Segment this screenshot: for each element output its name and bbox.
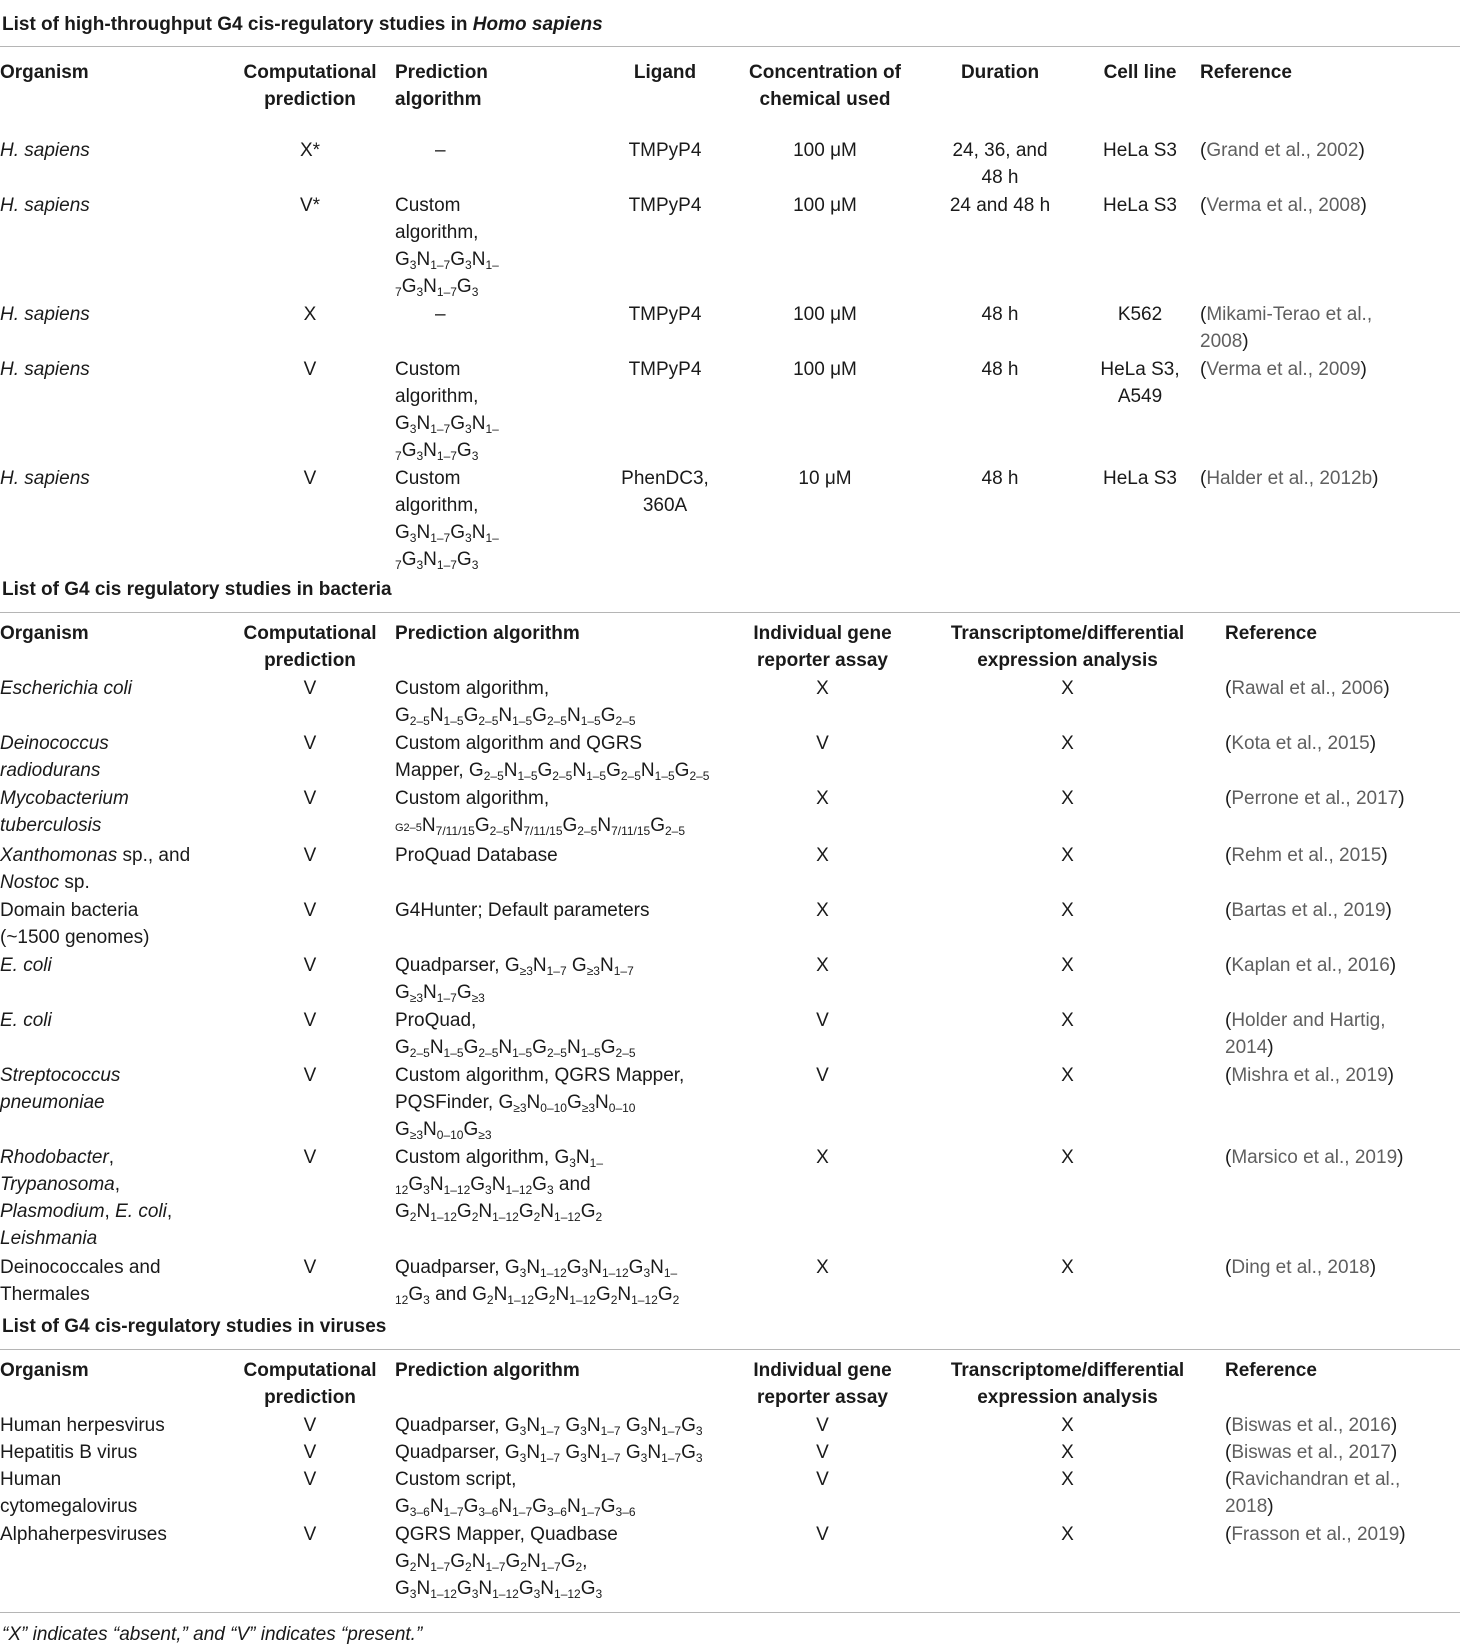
prediction-cell: V — [303, 1442, 317, 1463]
prediction-cell: V — [303, 955, 317, 976]
organism-cell: Rhodobacter, Trypanosoma, Plasmodium, E. coli, Leishmania — [0, 1147, 173, 1249]
table-footnote: “X” indicates “absent,” and “V” indicates “present.” — [2, 1624, 423, 1645]
table-row — [0, 465, 1460, 574]
algorithm-cell: Quadparser, $G_3N_{1-7}$ $G_3N_{1-7}$ $G_3N_{1-7}G_3$ — [395, 1442, 703, 1465]
transcriptome-cell: X — [1061, 678, 1074, 699]
reference-cell[interactable]: (Perrone et al., 2017) — [1225, 788, 1405, 809]
algorithm-cell: Quadparser, $G_{\ge 3}N_{1-7}$ $G_{\ge 3}N_{1-7}$ $G_{\ge 3}N_{1-7}G_{\ge 3}$ — [395, 955, 634, 1005]
table-row — [0, 1412, 1460, 1439]
reference-cell[interactable]: (Holder and Hartig, 2014) — [1225, 1010, 1386, 1058]
organism-cell: Human herpesvirus — [0, 1415, 165, 1436]
transcriptome-cell: X — [1061, 1442, 1074, 1463]
prediction-cell: V — [303, 1010, 317, 1031]
header-computational-prediction: Computational prediction — [243, 1360, 377, 1408]
algorithm-cell: QGRS Mapper, Quadbase $G_2N_{1-7}G_2N_{1-7}G_2N_{1-7}G_2$, $G_3N_{1-12}G_3N_{1-12}G_3N_{1-12}G_3$ — [395, 1524, 618, 1601]
concentration-cell: 10 μM — [798, 468, 852, 489]
cell-line-cell: HeLa S3 — [1103, 140, 1177, 161]
reporter-cell: X — [816, 845, 829, 866]
transcriptome-cell: X — [1061, 1415, 1074, 1436]
transcriptome-cell: X — [1061, 788, 1074, 809]
human-section-title — [2, 11, 603, 38]
reference-cell[interactable]: (Biswas et al., 2016) — [1225, 1415, 1398, 1436]
duration-cell: 24 and 48 h — [949, 195, 1051, 216]
organism-cell: Hepatitis B virus — [0, 1442, 138, 1463]
table-row — [0, 1007, 1460, 1062]
reference-cell[interactable]: (Rawal et al., 2006) — [1225, 678, 1390, 699]
prediction-cell: V — [303, 1147, 317, 1168]
reporter-cell: V — [816, 1415, 829, 1436]
reference-cell[interactable]: (Frasson et al., 2019) — [1225, 1524, 1406, 1545]
algorithm-cell: G4Hunter; Default parameters — [395, 900, 650, 921]
organism-cell: H. sapiens — [0, 468, 90, 489]
algorithm-cell: Custom algorithm, QGRS Mapper, PQSFinder, $G_{\ge 3}N_{0-10}G_{\ge 3}N_{0-10}$ $G_{\ge 3}N_{0-10}G_{\ge 3}$ — [395, 1065, 685, 1142]
organism-cell: Alphaherpesviruses — [0, 1524, 167, 1545]
reference-cell[interactable]: (Bartas et al., 2019) — [1225, 900, 1392, 921]
algorithm-cell: Custom algorithm and QGRS Mapper, $G_{2-5}N_{1-5}G_{2-5}N_{1-5}G_{2-5}N_{1-5}G_{2-5}$ — [395, 733, 710, 783]
concentration-cell: 100 μM — [793, 140, 857, 161]
viruses-studies-table — [0, 1357, 1460, 1603]
table-row — [0, 1466, 1460, 1521]
transcriptome-cell: X — [1061, 845, 1074, 866]
algorithm-cell: – — [435, 304, 446, 325]
viruses-section-title: List of G4 cis-regulatory studies in viruses — [2, 1316, 387, 1337]
ligand-cell: PhenDC3, 360A — [621, 468, 709, 516]
table-row — [0, 1144, 1460, 1254]
header-transcriptome: Transcriptome/differential expression analysis — [950, 1360, 1185, 1408]
ligand-cell: TMPyP4 — [628, 359, 702, 380]
prediction-cell: V — [303, 788, 317, 809]
organism-cell: Mycobacterium tuberculosis — [0, 788, 129, 836]
algorithm-cell: Custom algorithm, $G2-5N_{7/11/15}G_{2-5}N_{7/11/15}G_{2-5}N_{7/11/15}G_{2-5}$ — [395, 788, 686, 838]
table-row — [0, 897, 1460, 952]
ligand-cell: TMPyP4 — [628, 195, 702, 216]
algorithm-cell: Custom algorithm, $G_3N_{1-7}G_3N_{1-}$ $_7G_3N_{1-7}G_3$ — [395, 195, 499, 299]
algorithm-cell: Custom algorithm, $G_3N_{1-7}G_3N_{1-}$ $_7G_3N_{1-7}G_3$ — [395, 468, 499, 572]
table-row — [0, 1521, 1460, 1603]
organism-cell: Domain bacteria (~1500 genomes) — [0, 900, 150, 948]
table-row — [0, 785, 1460, 842]
algorithm-cell: Custom algorithm, $G_3N_{1-7}G_3N_{1-}$ $_7G_3N_{1-7}G_3$ — [395, 359, 499, 463]
header-duration: Duration — [960, 62, 1040, 83]
duration-cell: 24, 36, and 48 h — [952, 140, 1048, 188]
bacteria-header-row — [0, 620, 1460, 675]
header-concentration: Concentration of chemical used — [749, 62, 901, 110]
header-reference: Reference — [1225, 623, 1317, 644]
bottom-rule — [0, 1612, 1460, 1613]
header-prediction-algorithm: Prediction algorithm — [395, 62, 488, 110]
organism-cell: Deinococcus radiodurans — [0, 733, 109, 781]
prediction-cell: V — [303, 1469, 317, 1490]
reference-cell[interactable]: (Mikami-Terao et al., 2008) — [1200, 304, 1373, 352]
prediction-cell: V — [303, 1257, 317, 1278]
organism-cell: Deinococcales and Thermales — [0, 1257, 161, 1305]
transcriptome-cell: X — [1061, 1469, 1074, 1490]
reporter-cell: X — [816, 788, 829, 809]
header-computational-prediction: Computational prediction — [243, 62, 377, 110]
organism-cell: E. coli — [0, 955, 52, 976]
transcriptome-cell: X — [1061, 1147, 1074, 1168]
header-transcriptome: Transcriptome/differential expression analysis — [950, 623, 1185, 671]
prediction-cell: V — [303, 900, 317, 921]
human-studies-table — [0, 59, 1460, 574]
concentration-cell: 100 μM — [793, 359, 857, 380]
transcriptome-cell: X — [1061, 1010, 1074, 1031]
human-title-italic: Homo sapiens — [472, 14, 603, 35]
header-organism: Organism — [0, 1360, 89, 1381]
header-cell-line: Cell line — [1103, 62, 1177, 83]
algorithm-cell: Quadparser, $G_3N_{1-7}$ $G_3N_{1-7}$ $G_3N_{1-7}G_3$ — [395, 1415, 703, 1438]
header-computational-prediction: Computational prediction — [243, 623, 377, 671]
duration-cell: 48 h — [981, 359, 1019, 380]
concentration-cell: 100 μM — [793, 304, 857, 325]
table-row — [0, 1254, 1460, 1309]
reference-cell[interactable]: (Grand et al., 2002) — [1200, 140, 1365, 161]
reference-cell[interactable]: (Ding et al., 2018) — [1225, 1257, 1377, 1278]
cell-line-cell: HeLa S3 — [1103, 468, 1177, 489]
reporter-cell: X — [816, 1257, 829, 1278]
transcriptome-cell: X — [1061, 900, 1074, 921]
transcriptome-cell: X — [1061, 955, 1074, 976]
reporter-cell: X — [816, 678, 829, 699]
reference-cell[interactable]: (Mishra et al., 2019) — [1225, 1065, 1394, 1086]
reporter-cell: X — [816, 900, 829, 921]
ligand-cell: TMPyP4 — [628, 140, 702, 161]
organism-cell: E. coli — [0, 1010, 52, 1031]
cell-line-cell: HeLa S3, A549 — [1100, 359, 1180, 407]
cell-line-cell: K562 — [1117, 304, 1163, 325]
header-organism: Organism — [0, 62, 89, 83]
header-organism: Organism — [0, 623, 89, 644]
algorithm-cell: Custom algorithm, $G_{2-5}N_{1-5}G_{2-5}N_{1-5}G_{2-5}N_{1-5}G_{2-5}$ — [395, 678, 636, 728]
reporter-cell: V — [816, 1524, 829, 1545]
prediction-cell: V — [303, 1524, 317, 1545]
table-row — [0, 356, 1460, 465]
duration-cell: 48 h — [981, 304, 1019, 325]
organism-cell: H. sapiens — [0, 304, 90, 325]
algorithm-cell: Custom script, $G_{3-6}N_{1-7}G_{3-6}N_{1-7}G_{3-6}N_{1-7}G_{3-6}$ — [395, 1469, 636, 1519]
reference-cell[interactable]: (Kaplan et al., 2016) — [1225, 955, 1397, 976]
header-prediction-algorithm: Prediction algorithm — [395, 623, 580, 644]
reference-cell[interactable]: (Verma et al., 2008) — [1200, 195, 1367, 216]
bacteria-studies-table — [0, 620, 1460, 1309]
prediction-cell: V* — [299, 195, 321, 216]
transcriptome-cell: X — [1061, 1257, 1074, 1278]
reporter-cell: X — [816, 955, 829, 976]
header-reference: Reference — [1200, 62, 1292, 83]
algorithm-cell: Custom algorithm, $G_3N_{1-}$ $_{12}G_3N_{1-12}G_3N_{1-12}G_3$ and $G_2N_{1-12}G_2N_{1-12}G_2N_{1-12}G_2$ — [395, 1147, 604, 1224]
reporter-cell: V — [816, 1469, 829, 1490]
reference-cell[interactable]: (Ravichandran et al., 2018) — [1225, 1469, 1401, 1517]
header-prediction-algorithm: Prediction algorithm — [395, 1360, 580, 1381]
cell-line-cell: HeLa S3 — [1103, 195, 1177, 216]
reporter-cell: V — [816, 1010, 829, 1031]
ligand-cell: TMPyP4 — [628, 304, 702, 325]
prediction-cell: V — [303, 1415, 317, 1436]
prediction-cell: V — [303, 1065, 317, 1086]
duration-cell: 48 h — [981, 468, 1019, 489]
table-row — [0, 301, 1460, 356]
transcriptome-cell: X — [1061, 1065, 1074, 1086]
algorithm-cell: ProQuad Database — [395, 845, 558, 866]
table-row — [0, 675, 1460, 730]
human-title-text: List of high-throughput G4 cis-regulatory studies in — [2, 14, 473, 35]
viruses-header-row — [0, 1357, 1460, 1412]
organism-cell: H. sapiens — [0, 195, 90, 216]
header-reporter-assay: Individual gene reporter assay — [753, 623, 892, 671]
human-top-rule — [0, 46, 1460, 47]
reference-cell[interactable]: (Rehm et al., 2015) — [1225, 845, 1388, 866]
algorithm-cell: ProQuad, $G_{2-5}N_{1-5}G_{2-5}N_{1-5}G_{2-5}N_{1-5}G_{2-5}$ — [395, 1010, 636, 1060]
table-row — [0, 1439, 1460, 1466]
table-row — [0, 730, 1460, 785]
human-header-row — [0, 59, 1460, 137]
organism-cell: Escherichia coli — [0, 678, 132, 699]
organism-cell: Human cytomegalovirus — [0, 1469, 138, 1517]
reference-cell[interactable]: (Kota et al., 2015) — [1225, 733, 1377, 754]
organism-cell: Xanthomonas sp., and Nostoc sp. — [0, 845, 191, 893]
prediction-cell: X — [303, 304, 317, 325]
reference-cell[interactable]: (Halder et al., 2012b) — [1200, 468, 1379, 489]
transcriptome-cell: X — [1061, 1524, 1074, 1545]
algorithm-cell: Quadparser, $G_3N_{1-12}G_3N_{1-12}G_3N_{1-}$ $_{12}G_3$ and $G_2N_{1-12}G_2N_{1-12}G_2N_{1-12}G_2$ — [395, 1257, 680, 1307]
reference-cell[interactable]: (Marsico et al., 2019) — [1225, 1147, 1404, 1168]
bacteria-top-rule — [0, 612, 1460, 613]
header-reference: Reference — [1225, 1360, 1317, 1381]
reference-cell[interactable]: (Verma et al., 2009) — [1200, 359, 1367, 380]
table-row — [0, 1062, 1460, 1144]
organism-cell: H. sapiens — [0, 359, 90, 380]
prediction-cell: V — [303, 678, 317, 699]
prediction-cell: V — [303, 359, 317, 380]
prediction-cell: V — [303, 733, 317, 754]
table-row — [0, 137, 1460, 192]
table-row — [0, 842, 1460, 897]
algorithm-cell: – — [435, 140, 446, 161]
table-row — [0, 952, 1460, 1007]
organism-cell: Streptococcus pneumoniae — [0, 1065, 121, 1113]
reporter-cell: V — [816, 1065, 829, 1086]
table-row — [0, 192, 1460, 301]
reporter-cell: V — [816, 1442, 829, 1463]
organism-cell: H. sapiens — [0, 140, 90, 161]
concentration-cell: 100 μM — [793, 195, 857, 216]
header-reporter-assay: Individual gene reporter assay — [753, 1360, 892, 1408]
prediction-cell: V — [303, 468, 317, 489]
transcriptome-cell: X — [1061, 733, 1074, 754]
reporter-cell: V — [816, 733, 829, 754]
viruses-top-rule — [0, 1349, 1460, 1350]
prediction-cell: X* — [299, 140, 321, 161]
reporter-cell: X — [816, 1147, 829, 1168]
bacteria-section-title: List of G4 cis regulatory studies in bacteria — [2, 579, 392, 600]
prediction-cell: V — [303, 845, 317, 866]
header-ligand: Ligand — [633, 62, 697, 83]
reference-cell[interactable]: (Biswas et al., 2017) — [1225, 1442, 1398, 1463]
